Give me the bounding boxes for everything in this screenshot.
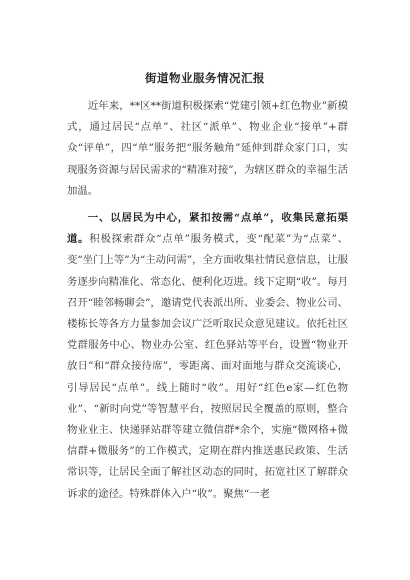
section-1-body: 积极探索群众“点单”服务模式，变“配菜”为“点菜”、变“坐门上等”为“主动问需”，全方面收集社情民意信息，让服务逐步向精准化、常态化、便利化迈进。线下定期“收”。每月召开“睦邻畅聊会”，邀请党代表派出所、业委会、物业公司、楼栋长等各方力量参加会议广泛听取民众意见建议。依托社区党群服务中心、物业办公室、红色驿站等平台，设置“物业开放日”和“群众接待席”，零距离、面对面地与群众交流谈心，引导居民“点单”。线上随时“收”。用好“红色e家—红色物业”、“新时向党”等智慧平台，按照居民全覆盖的原则，整合物业业主、快递驿站群等建立微信群*余个，实施“微网格+微信群+微服务”的工作模式，定期在群内推送惠民政策、生活常识等，让居民全面了解社区动态的同时，拓宽社区了解群众诉求的途径。特殊群体入户“收”。聚焦“一老 bbox=[67, 233, 349, 500]
section-1-paragraph bbox=[67, 208, 348, 505]
document-title: 街道物业服务情况汇报 bbox=[145, 71, 265, 85]
document-body bbox=[67, 96, 348, 505]
intro-paragraph: 近年来，**区**街道积极探索“党建引领+红色物业”新模式，通过居民“点单”、社区“派单”、物业企业“接单”+群众“评单”，四“单”服务把“服务触角”延伸到群众家门口，实现服务资源与居民需求的“精准对接”，为辖区群众的幸福生活加温。 bbox=[67, 100, 348, 197]
section-1-heading: 一、以居民为中心，紧扣按需“点单”，收集民意拓渠道。 bbox=[67, 212, 348, 246]
